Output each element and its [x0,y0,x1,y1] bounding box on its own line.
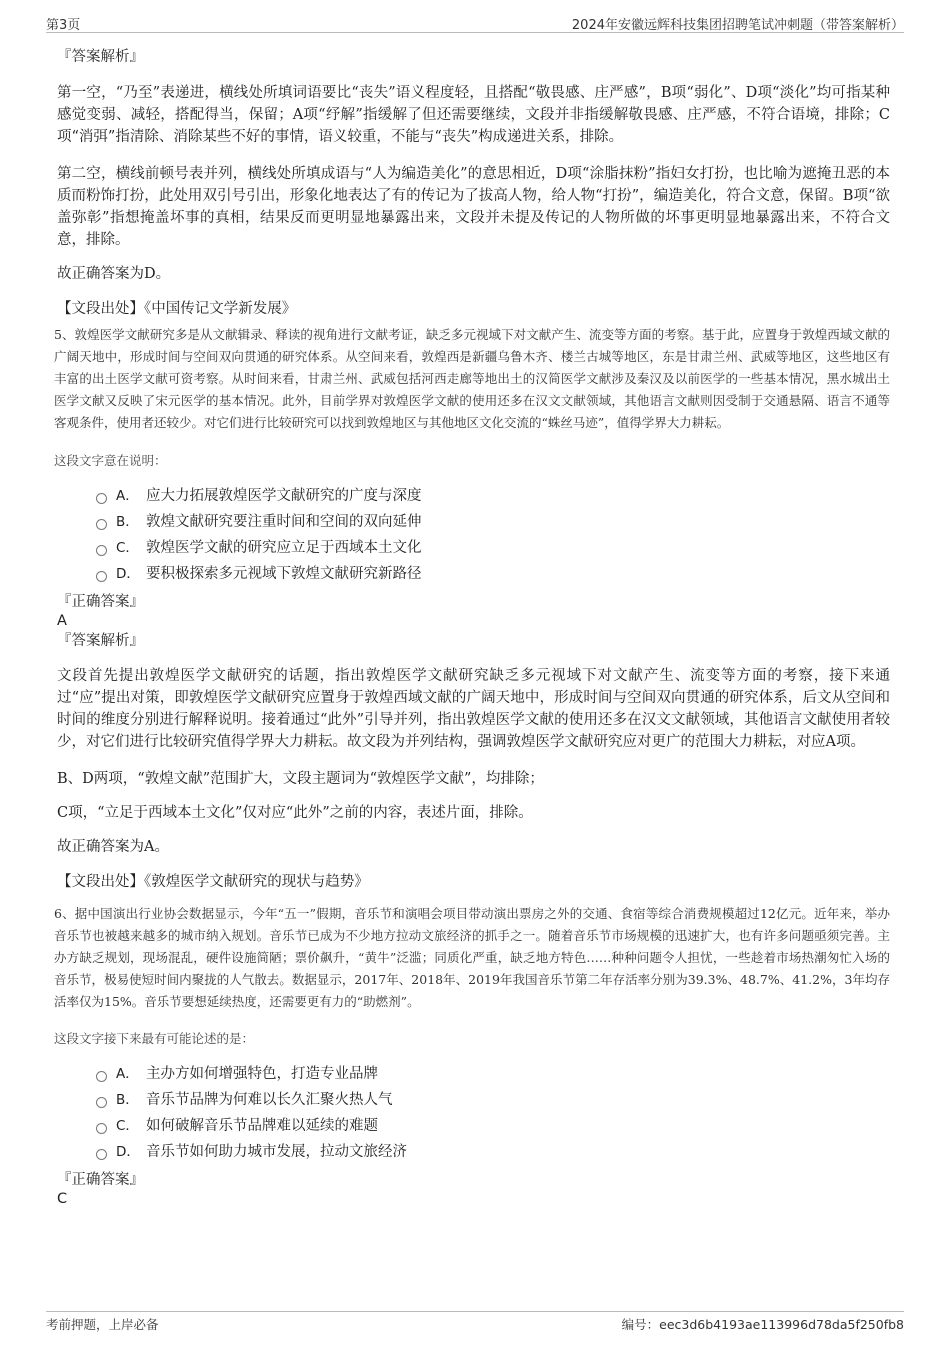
q6-option-c[interactable]: C． 如何破解音乐节品牌难以延续的难题 [96,1113,890,1139]
q5-answer: A [57,613,67,629]
q5-analysis-label: 『答案解析』 [57,633,144,649]
q4-source: 【文段出处】《中国传记文学新发展》 [57,301,297,317]
document-id: 编号：eec3d6b4193ae113996d78da5f250fb8 [621,1317,904,1332]
q5-answer-label: 『正确答案』 [57,594,144,610]
q5-option-c[interactable]: C． 敦煌医学文献的研究应立足于西域本土文化 [96,535,890,561]
q6-option-b[interactable]: B． 音乐节品牌为何难以长久汇聚火热人气 [96,1087,890,1113]
q5-analysis-paragraph: C项，“立足于西域本土文化”仅对应“此外”之前的内容，表述片面，排除。 [57,805,533,821]
q5-option-a[interactable]: A． 应大力拓展敦煌医学文献研究的广度与深度 [96,483,890,509]
q6-options [57,1061,890,1165]
page-header [46,12,904,33]
q5-conclusion: 故正确答案为A。 [57,839,169,855]
q5-analysis-paragraph: B、D两项，“敦煌文献”范围扩大，文段主题词为“敦煌医学文献”，均排除； [57,771,544,787]
q6-option-d[interactable]: D． 音乐节如何助力城市发展，拉动文旅经济 [96,1139,890,1165]
radio-icon[interactable] [96,1149,107,1160]
radio-icon[interactable] [96,1123,107,1134]
q6-answer-label: 『正确答案』 [57,1172,144,1188]
q4-analysis-label: 『答案解析』 [57,49,144,65]
q5-option-d[interactable]: D． 要积极探索多元视域下敦煌文献研究新路径 [96,561,890,587]
q6-prompt: 这段文字接下来最有可能论述的是： [54,1031,255,1046]
radio-icon[interactable] [96,545,107,556]
q4-conclusion: 故正确答案为D。 [57,266,171,282]
radio-icon[interactable] [96,1097,107,1108]
q5-prompt: 这段文字意在说明： [54,453,167,468]
q5-question-text: 5、敦煌医学文献研究多是从文献辑录、释读的视角进行文献考证，缺乏多元视域下对文献产生、流变等方面的考察。基于此，应置身于敦煌西域文献的广阔天地中，形成时间与空间双向贯通的研究体系。从空间来看，敦煌西是新疆乌鲁木齐、楼兰古城等地区，东是甘肃兰州、武威等地区，这些地区有丰富的出土医学文献可资考察。从时间来看，甘肃兰州、武威包括河西走廊等地出土的汉简医学文献涉及秦汉及以前医学的一些基本情况，黑水城出土医学文献又反映了宋元医学的基本情况。此外，目前学界对敦煌医学文献的使用还多在汉文文献领域，其他语言文献则因受制于交通悬隔、语言不通等客观条件，使用者还较少。对它们进行比较研究可以找到敦煌地区与其他地区文化交流的“蛛丝马迹”，值得学界大力耕耘。 [54,327,890,430]
q6-question-text: 6、据中国演出行业协会数据显示，今年“五一”假期，音乐节和演唱会项目带动演出票房之外的交通、食宿等综合消费规模超过12亿元。近年来，举办音乐节也被越来越多的城市纳入规划。音乐节已成为不少地方拉动文旅经济的抓手之一。随着音乐节市场规模的迅速扩大，也有许多问题亟须完善。主办方缺乏规划，现场混乱，硬件设施简陋；票价飙升，“黄牛”泛滥；同质化严重，缺乏地方特色……种种问题令人担忧，一些趁着市场热潮匆忙入场的音乐节，极易使短时间内聚拢的人气散去。数据显示，2017年、2018年、2019年我国音乐节第二年存活率分别为39.3%、48.7%、41.2%，3年均存活率仅为15%。音乐节要想延续热度，还需要更有力的“助燃剂”。 [54,906,890,1009]
document-title: 2024年安徽远辉科技集团招聘笔试冲刺题（带答案解析） [571,18,904,33]
radio-icon[interactable] [96,1071,107,1082]
page-content [54,44,890,1208]
radio-icon[interactable] [96,571,107,582]
radio-icon[interactable] [96,493,107,504]
page-number: 第3页 [46,18,81,33]
q4-analysis-paragraph: 第二空，横线前顿号表并列，横线处所填成语与“人为编造美化”的意思相近，D项“涂脂抹粉”指妇女打扮，也比喻为遮掩丑恶的本质而粉饰打扮，此处用双引号引出，形象化地表达了有的传记为了拔高人物，给人物“打扮”，编造美化，符合文意，保留。B项“欲盖弥彰”指想掩盖坏事的真相，结果反而更明显地暴露出来，文段并未提及传记的人物所做的坏事更明显地暴露出来，不符合文意，排除。 [57,166,890,248]
q4-analysis-paragraph: 第一空，“乃至”表递进，横线处所填词语要比“丧失”语义程度轻，且搭配“敬畏感、庄严感”，B项“弱化”、D项“淡化”均可指某种感觉变弱、减轻，搭配得当，保留；A项“纾解”指缓解了但还需要继续，文段并非指缓解敬畏感、庄严感，不符合语境，排除；C项“消弭”指清除、消除某些不好的事情，语义较重，不能与“丧失”构成递进关系，排除。 [57,85,890,145]
q5-options [57,483,890,587]
radio-icon[interactable] [96,519,107,530]
q6-option-a[interactable]: A． 主办方如何增强特色，打造专业品牌 [96,1061,890,1087]
footer-slogan: 考前押题，上岸必备 [46,1317,159,1332]
q6-answer: C [57,1191,68,1207]
q5-analysis-paragraph: 文段首先提出敦煌医学文献研究的话题，指出敦煌医学文献研究缺乏多元视域下对文献产生、流变等方面的考察，接下来通过“应”提出对策，即敦煌医学文献研究应置身于敦煌西域文献的广阔天地中，形成时间与空间双向贯通的研究体系，后文从空间和时间的维度分别进行解释说明。接着通过“此外”引导并列，指出敦煌医学文献的使用还多在汉文文献领域，其他语言文献使用者较少，对它们进行比较研究值得学界大力耕耘。故文段为并列结构，强调敦煌医学文献研究应对更广的范围大力耕耘，对应A项。 [57,668,890,750]
page-footer [46,1311,904,1336]
q5-source: 【文段出处】《敦煌医学文献研究的现状与趋势》 [57,874,369,890]
q5-option-b[interactable]: B． 敦煌文献研究要注重时间和空间的双向延伸 [96,509,890,535]
